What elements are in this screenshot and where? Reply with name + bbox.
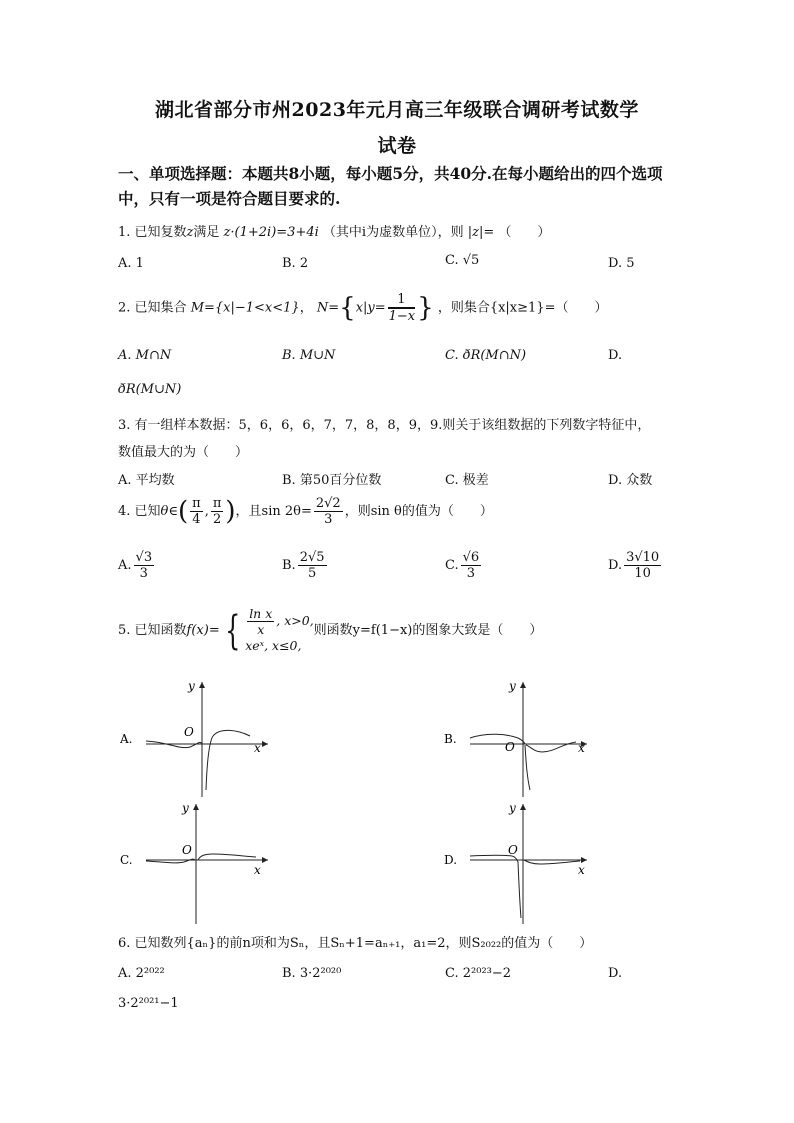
q4-option-a: [118, 550, 156, 581]
q4-ir-num: π: [212, 496, 222, 511]
graph-a-x-label: x: [254, 741, 261, 755]
q4-interval-right: [211, 496, 224, 527]
q2-set-n: x|y=: [355, 300, 386, 316]
q2-option-d: D.: [608, 348, 623, 363]
q4-interval-left: [190, 496, 203, 527]
graph-c-x-arrow: [262, 857, 268, 863]
q2-tail: ，则集合{x|x≥1}=（ ）: [437, 300, 608, 316]
q1-option-c-label: C.: [445, 253, 459, 268]
q5-tail: 则函数y=f(1−x)的图象大致是（ ）: [313, 623, 543, 638]
q4-option-d: [608, 550, 663, 581]
question-6: 6. 已知数列{aₙ}的前n项和为Sₙ，且Sₙ+1=aₙ₊₁，a₁=2，则S₂₀₂₂的值为（ ）: [118, 936, 593, 951]
q4-val-num: 2√2: [315, 496, 341, 511]
q5-case1-num: ln x: [249, 606, 273, 621]
q4-tail: ，则sin θ的值为（ ）: [344, 504, 493, 519]
graph-b-y-arrow: [520, 682, 526, 688]
q4-a-label: A.: [118, 558, 132, 573]
q2-option-d-content: ðR(M∪N): [118, 382, 182, 397]
q6-option-d: D.: [608, 966, 623, 981]
question-4: 4. 已知θ∈( $\frac{\pi}{4}$ , $\frac{\pi}{2}$ )，且sin 2θ= $\frac{2√2}{3}$ ，则sin θ的值为（ ）: [118, 496, 493, 527]
q1-option-c-value: √5: [462, 253, 480, 268]
q2-frac-den: 1−x: [388, 309, 416, 324]
exam-title-line1: 湖北省部分市州2023年元月高三年级联合调研考试数学: [155, 99, 639, 121]
graph-d-y-label: y: [509, 801, 516, 815]
graph-b-y-label: y: [509, 679, 516, 693]
exam-title-line2: 试卷: [377, 135, 417, 157]
q4-c-num: √6: [462, 550, 480, 565]
q4-option-b: [282, 550, 329, 581]
q1-mid: 满足: [193, 225, 220, 240]
q1-abs: |z|=: [467, 225, 495, 240]
graph-a: [118, 672, 278, 802]
q4-value: [314, 496, 343, 527]
graph-b-label: B.: [444, 732, 457, 746]
q5-case2: xeˣ, x≤0,: [245, 638, 302, 653]
graph-d-curve-right: [524, 860, 580, 864]
q2-frac-num: 1: [388, 292, 416, 308]
question-5: 5. 已知函数f(x)= { $\frac{\text{ln x}}{x}$ , x>0, xeˣ, x≤0, 则函数y=f(1−x)的图象大致是（ ）: [118, 606, 543, 654]
q4-d-den: 10: [634, 566, 651, 581]
graph-d-y-arrow: [520, 804, 526, 810]
q4-b-num: 2√5: [299, 550, 325, 565]
graph-a-label: A.: [120, 732, 133, 746]
graph-b-curve-drop: [525, 745, 530, 790]
q5-fx: f(x)=: [186, 623, 220, 638]
graph-c-x-label: x: [254, 863, 261, 877]
graph-b: [442, 672, 602, 802]
graph-c: [118, 796, 278, 926]
q2-option-b: B. M∪N: [282, 348, 336, 363]
q4-c-label: C.: [445, 558, 459, 573]
q5-prefix: 5. 已知函数: [118, 623, 187, 638]
graph-a-origin: O: [184, 725, 194, 739]
q4-prefix: 4. 已知: [118, 504, 161, 519]
q2-fraction: [388, 292, 416, 324]
q3-option-c: C. 极差: [445, 473, 489, 488]
graph-c-origin: O: [182, 843, 192, 857]
q4-d-label: D.: [608, 558, 623, 573]
q4-il-num: π: [192, 496, 201, 511]
graph-d: [442, 796, 602, 926]
q2-set-n-left: N=: [316, 300, 340, 316]
q3-option-a: A. 平均数: [118, 473, 175, 488]
graph-c-y-label: y: [182, 801, 189, 815]
q2-set-m: M={x|−1<x<1}: [190, 300, 300, 316]
q4-theta: θ∈: [160, 504, 178, 519]
q4-il-den: 4: [192, 512, 201, 527]
q1-option-d: D. 5: [608, 256, 635, 271]
graph-d-curve-left: [470, 855, 521, 918]
graph-d-label: D.: [444, 853, 458, 867]
q6-option-a: A. 2²⁰²²: [118, 966, 165, 981]
graph-a-y-label: y: [188, 679, 195, 693]
graph-a-curve-right: [206, 730, 250, 790]
q5-case1-den: x: [257, 622, 265, 637]
q4-ir-den: 2: [212, 512, 222, 527]
q2-prefix: 2. 已知集合: [118, 300, 187, 316]
q4-c-den: 3: [466, 566, 476, 581]
graph-d-origin: O: [508, 843, 518, 857]
graph-c-curve-right: [198, 854, 256, 860]
q4-a-num: √3: [135, 550, 153, 565]
q1-option-a: A. 1: [118, 256, 144, 271]
q1-var: z: [186, 225, 194, 240]
question-1: [118, 221, 550, 240]
graph-c-label: C.: [120, 853, 133, 867]
q3-option-b: B. 第50百分位数: [282, 473, 382, 488]
q6-option-b: B. 3·2²⁰²⁰: [282, 966, 342, 981]
q4-d-num: 3√10: [626, 550, 660, 565]
question-3-line2: 数值最大的为（ ）: [118, 445, 249, 460]
graph-a-y-arrow: [199, 682, 205, 688]
q1-option-b: B. 2: [282, 256, 309, 271]
q5-case1-cond: , x>0,: [276, 613, 314, 628]
q5-piecewise: [245, 606, 313, 655]
q2-comma: ，: [299, 300, 313, 316]
question-3-line1: 3. 有一组样本数据：5，6，6，6，7，7，8，8，9，9.则关于该组数据的下列数字特征中，: [118, 418, 651, 433]
graph-b-curve-left: [470, 734, 525, 744]
q4-b-den: 5: [307, 566, 317, 581]
section-header: 一、单项选择题：本题共8小题，每小题5分，共40分.在每小题给出的四个选项中，只有一项是符合题目要求的.: [118, 164, 663, 208]
q2-option-a: A. M∩N: [118, 348, 172, 363]
q1-note: （其中i为虚数单位），则: [322, 225, 464, 240]
graph-b-x-label: x: [578, 741, 585, 755]
q4-b-label: B.: [282, 558, 296, 573]
q3-option-d: D. 众数: [608, 473, 653, 488]
q4-val-den: 3: [324, 512, 333, 527]
graph-b-origin: O: [505, 740, 515, 754]
graph-d-x-label: x: [578, 863, 585, 877]
q1-prefix: 1. 已知复数: [118, 225, 187, 240]
q4-mid: ，且sin 2θ=: [235, 504, 312, 519]
q1-equation: z·(1+2i)=3+4i: [223, 225, 319, 240]
q6-option-c: C. 2²⁰²³−2: [445, 966, 512, 981]
q4-option-c: [445, 550, 483, 581]
q6-option-d-content: 3·2²⁰²¹−1: [118, 996, 179, 1011]
q2-option-c: C. ðR(M∩N): [445, 348, 527, 363]
q1-option-c: [445, 253, 479, 268]
graph-a-x-arrow: [262, 741, 268, 747]
question-2: 2. 已知集合 M={x|−1<x<1}， N={x|y= $\frac{1}{1-x}$ } ，则集合{x|x≥1}=（ ）: [118, 292, 608, 324]
q1-blank: （ ）: [498, 225, 551, 240]
graph-c-y-arrow: [193, 804, 199, 810]
q4-a-den: 3: [139, 566, 148, 581]
